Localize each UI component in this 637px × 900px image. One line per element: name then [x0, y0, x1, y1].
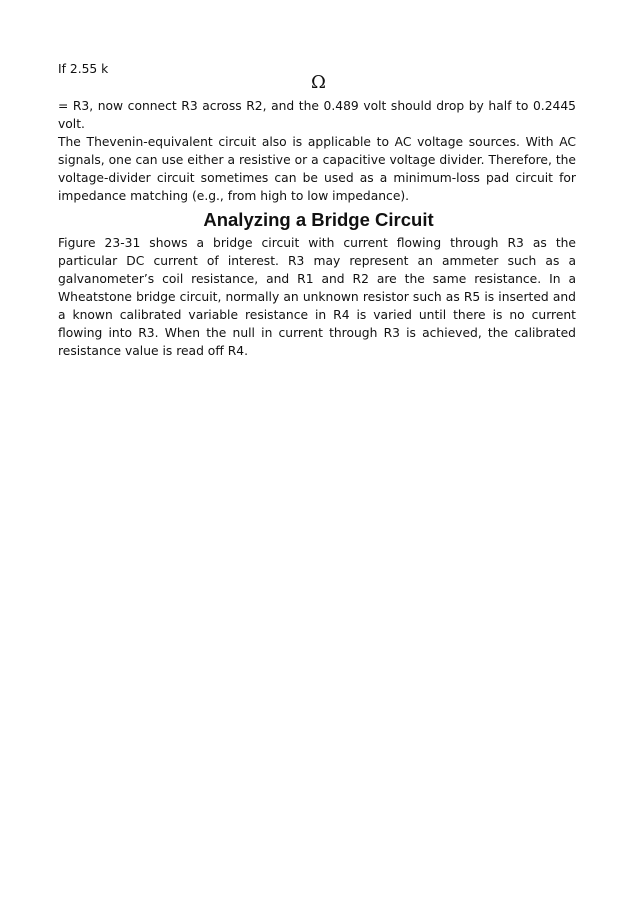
paragraph-thevenin: The Thevenin-equivalent circuit also is applicable to AC voltage sources. With AC signals, one can use either a resistive or a capacitive voltage divider. Therefore, the voltage-divider circuit sometimes can be used as a minimum-loss pad circuit for impedance matching (e.g., from high to low impedance). [58, 135, 576, 203]
omega-symbol: Ω [311, 72, 326, 93]
text-line-if: If 2.55 k [58, 62, 109, 76]
section-heading: Analyzing a Bridge Circuit [203, 209, 434, 230]
text-line-r3: = R3, now connect R3 across R2, and the 0.489 volt should drop by half to 0.2445 volt. [58, 99, 576, 131]
paragraph-bridge: Figure 23-31 shows a bridge circuit with current flowing through R3 as the particular DC current of interest. R3 may represent an ammeter such as a galvanometer’s coil resistance, and R1 and R2 are the same resistance. In a Wheatstone bridge circuit, normally an unknown resistor such as R5 is inserted and a known calibrated variable resistance in R4 is varied until there is no current flowing into R3. When the null in current through R3 is achieved, the calibrated resistance value is read off R4. [58, 236, 576, 358]
